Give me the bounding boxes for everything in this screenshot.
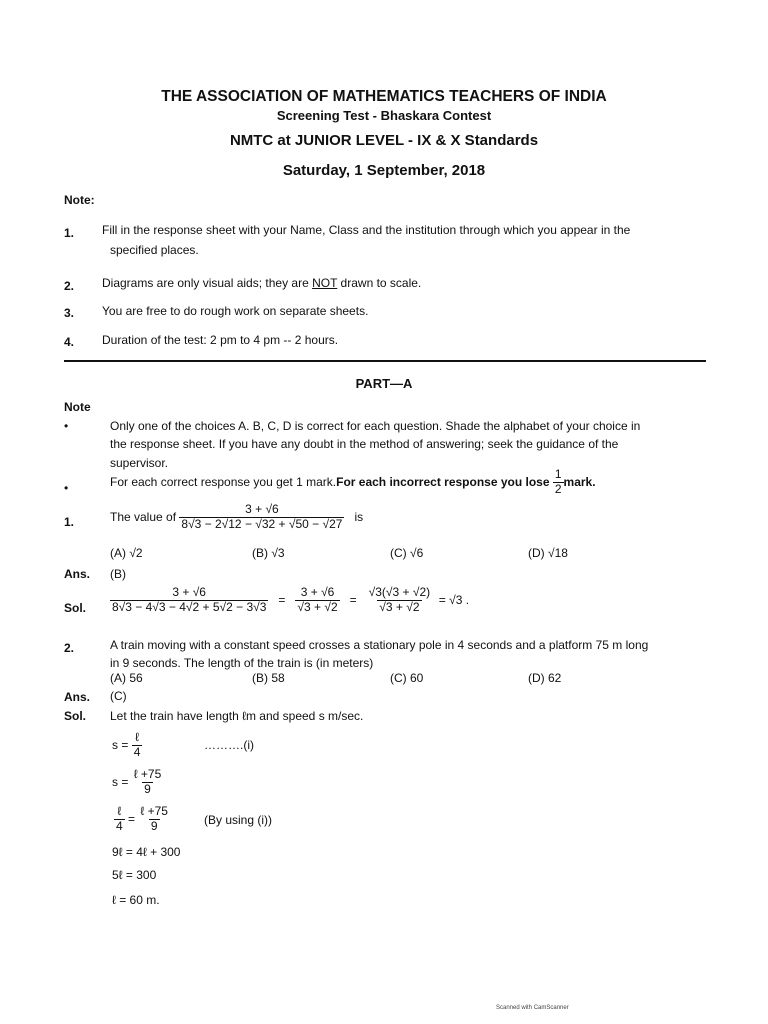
note-4-text: Duration of the test: 2 pm to 4 pm -- 2 hours. [102,333,339,347]
q2-sol-intro: Let the train have length ℓm and speed s m/sec. [110,709,364,723]
q2-line2: in 9 seconds. The length of the train is (in meters) [110,656,374,670]
q1-option-d: (D) √18 [528,546,568,560]
note-4-num: 4. [64,335,75,349]
q2-fraction-1: $\frac{\text{ℓ}}{4}$ [133,730,141,759]
bullet-1-line3: supervisor. [110,456,169,470]
sol-fraction-1: $\frac{3 + √6}{8√3 - 4√3 - 4√2 + 5√2 - 3√3}$ [112,585,267,614]
bullet-1-line2: the response sheet. If you have any doubt in the method of answering; seek the guidance of the [110,437,619,451]
q1-ans-label: Ans. [64,567,91,581]
bullet-1-dot: • [64,419,69,433]
bullet-2-dot: • [64,481,69,495]
q1-solution: $\frac{3 + √6}{8√3 - 4√3 - 4√2 + 5√2 - 3√3}$ = $\frac{3 + √6}{√3 + √2}$ = $\frac{√3(√3 + √2)}{√3 + √2}$ = √3 . [112,585,470,614]
note-2-num: 2. [64,279,75,293]
q2-ans-label: Ans. [64,690,91,704]
note-3-text: You are free to do rough work on separate sheets. [102,304,369,318]
q1-statement: The value of $\frac{3 + √6}{8√3 - 2√12 - √32 + √50 - √27}$ is [110,502,364,531]
q2-eq-1: s = $\frac{\text{ℓ}}{4}$ [112,730,141,759]
q2-sol-label: Sol. [64,709,87,723]
q2-num: 2. [64,641,75,655]
q2-line1: A train moving with a constant speed crosses a stationary pole in 4 seconds and a platform 75 m long [110,638,649,652]
note-3-num: 3. [64,306,75,320]
sol-fraction-2: $\frac{3 + √6}{√3 + √2}$ [297,585,338,614]
part-note-label: Note [64,400,91,414]
q1-num: 1. [64,515,75,529]
q1-option-c: (C) √6 [390,546,424,560]
test-title: Screening Test - Bhaskara Contest [276,108,492,123]
q2-step-2: 5ℓ = 300 [112,868,157,882]
note-label: Note: [64,193,95,207]
q1-option-a: (A) √2 [110,546,143,560]
level-title: NMTC at JUNIOR LEVEL - IX & X Standards [229,132,539,149]
q2-tag-1: ……….(i) [204,738,254,752]
q2-fraction-4: $\frac{\text{ℓ +75}}{9}$ [140,804,168,833]
q1-sol-label: Sol. [64,601,87,615]
q2-option-a: (A) 56 [110,671,143,685]
note-2-text: Diagrams are only visual aids; they are NOT drawn to scale. [102,276,422,290]
part-title: PART—A [355,376,413,391]
date-title: Saturday, 1 September, 2018 [282,162,486,179]
q2-tag-2: (By using (i)) [204,813,273,827]
bullet-2-text: For each correct response you get 1 mark. For each incorrect response you lose $\frac{1}{2}$ mark. [110,467,596,496]
sol-fraction-3: $\frac{√3(√3 + √2)}{√3 + √2}$ [368,585,431,614]
half-fraction: $\frac{1}{2}$ [554,467,562,496]
q2-fraction-3: $\frac{\text{ℓ}}{4}$ [116,804,123,833]
q1-ans: (B) [110,567,126,581]
bullet-1-line1: Only one of the choices A. B, C, D is correct for each question. Shade the alphabet of your choice in [110,419,641,433]
q2-step-3: ℓ = 60 m. [112,893,160,907]
q2-ans: (C) [110,689,127,703]
org-title: THE ASSOCIATION OF MATHEMATICS TEACHERS OF INDIA [161,88,607,105]
q2-fraction-2: $\frac{\text{ℓ +75}}{9}$ [133,767,162,796]
q1-fraction: $\frac{3 + √6}{8√3 - 2√12 - √32 + √50 - √27}$ [181,502,343,531]
note-1-line2: specified places. [110,243,199,257]
section-divider [64,360,706,362]
note-2-emph: NOT [312,276,338,290]
note-1-line1: Fill in the response sheet with your Name, Class and the institution through which you appear in the [102,223,631,237]
q1-option-b: (B) √3 [252,546,285,560]
q2-eq-2: s = $\frac{\text{ℓ +75}}{9}$ [112,767,162,796]
q2-option-d: (D) 62 [528,671,562,685]
q2-step-1: 9ℓ = 4ℓ + 300 [112,845,181,859]
note-1-num: 1. [64,226,75,240]
q2-eq-3: $\frac{\text{ℓ}}{4}$ = $\frac{\text{ℓ +75}}{9}$ [116,804,168,833]
q2-option-b: (B) 58 [252,671,285,685]
q2-option-c: (C) 60 [390,671,424,685]
scanner-footer: Scanned with CamScanner [496,1005,569,1011]
